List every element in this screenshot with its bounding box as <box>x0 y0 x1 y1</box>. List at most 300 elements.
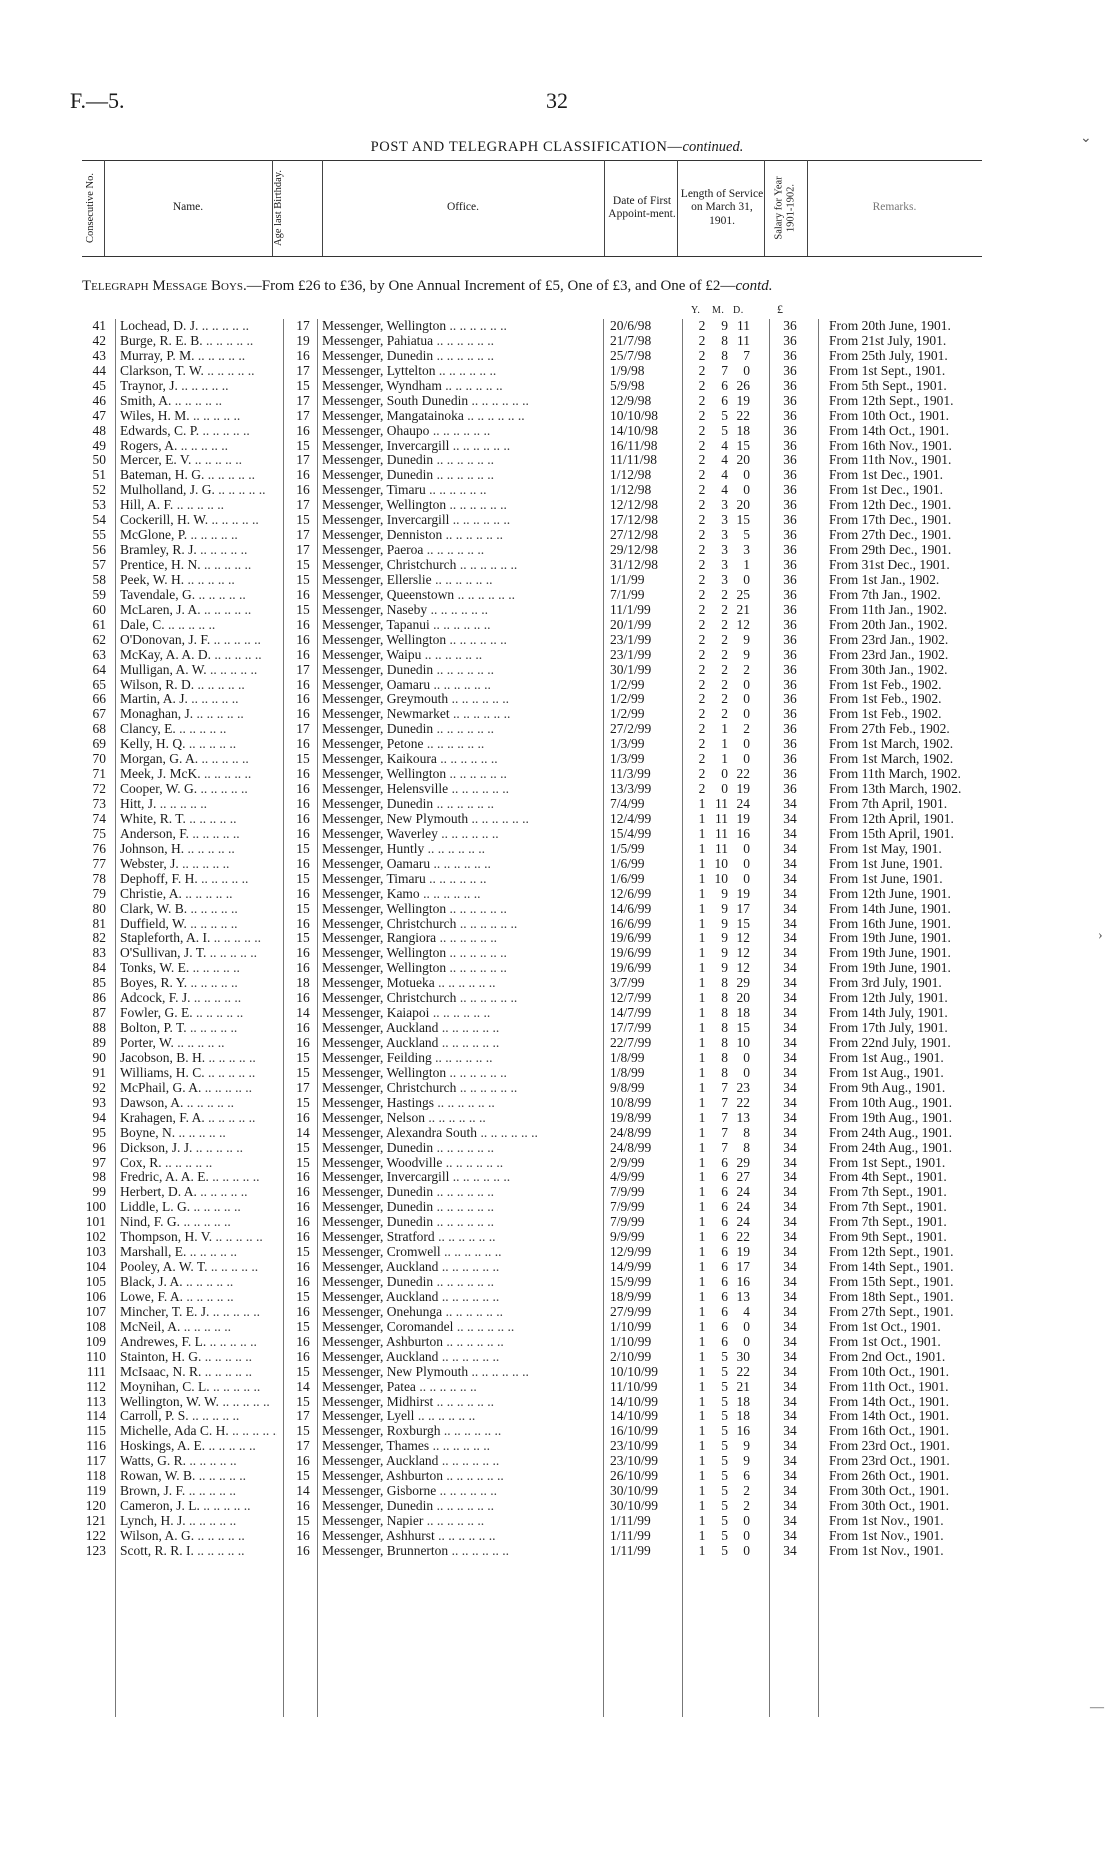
row-age: 16 <box>296 781 310 797</box>
row-number: 98 <box>92 1169 106 1185</box>
row-service-years: 2 <box>698 631 706 647</box>
row-remarks: From 27th Dec., 1901. <box>829 527 952 543</box>
row-office: Messenger, Dunedin .. . <box>322 1275 572 1290</box>
row-salary: 34 <box>783 1527 797 1543</box>
row-office: Messenger, Kaikoura .. . <box>322 752 572 767</box>
row-remarks: From 1st Feb., 1902. <box>829 676 942 692</box>
table-row <box>0 976 1114 991</box>
row-service-months: 2 <box>721 601 728 617</box>
row-service-months: 10 <box>714 870 728 886</box>
row-service-months: 6 <box>721 1214 728 1230</box>
row-age: 15 <box>296 1049 310 1065</box>
row-service-years: 2 <box>698 362 706 378</box>
row-service-months: 7 <box>721 362 728 378</box>
row-age: 15 <box>296 870 310 886</box>
row-service-months: 11 <box>715 825 728 841</box>
row-service-days: 15 <box>736 437 750 453</box>
row-office: Messenger, Wellington .. . <box>322 961 572 976</box>
row-remarks: From 1st Feb., 1902. <box>829 706 942 722</box>
row-service-years: 1 <box>698 1483 706 1499</box>
row-service-months: 5 <box>721 1453 728 1469</box>
row-service-months: 6 <box>721 1318 728 1334</box>
row-remarks: From 25th July, 1901. <box>829 347 948 363</box>
row-remarks: From 3rd July, 1901. <box>829 975 942 991</box>
row-service-days: 11 <box>737 332 750 348</box>
row-age: 16 <box>296 347 310 363</box>
row-age: 16 <box>296 691 310 707</box>
row-number: 75 <box>92 825 106 841</box>
row-service-months: 3 <box>721 512 728 528</box>
table-row <box>0 737 1114 752</box>
table-row <box>0 1529 1114 1544</box>
row-remarks: From 1st Dec., 1901. <box>829 482 943 498</box>
row-service-years: 2 <box>698 676 706 692</box>
row-salary: 34 <box>783 1005 797 1021</box>
row-salary: 36 <box>783 332 797 348</box>
row-service-days: 17 <box>736 1259 750 1275</box>
row-number: 47 <box>92 407 106 423</box>
table-row <box>0 767 1114 782</box>
row-service-years: 1 <box>698 1229 706 1245</box>
row-salary: 36 <box>783 721 797 737</box>
row-salary: 34 <box>783 1109 797 1125</box>
row-name: Clarkson, T. W. .. . <box>120 364 277 379</box>
row-number: 91 <box>92 1064 106 1080</box>
row-service-years: 1 <box>698 1020 706 1036</box>
row-service-years: 2 <box>698 557 706 572</box>
row-office: Messenger, Feilding .. . <box>322 1051 572 1066</box>
table-row <box>0 663 1114 678</box>
row-number: 79 <box>92 885 106 901</box>
row-remarks: From 7th Sept., 1901. <box>829 1214 947 1230</box>
table-row <box>0 379 1114 394</box>
row-salary: 36 <box>783 392 797 408</box>
row-salary: 34 <box>783 810 797 826</box>
row-service-years: 2 <box>698 571 706 587</box>
row-salary: 34 <box>783 960 797 976</box>
row-name: Stapleforth, A. I. .. . <box>120 931 277 946</box>
row-salary: 36 <box>783 467 797 483</box>
row-age: 16 <box>296 1259 310 1275</box>
row-number: 66 <box>92 691 106 707</box>
table-row <box>0 603 1114 618</box>
row-name: Porter, W. .. . <box>120 1036 277 1051</box>
row-number: 94 <box>92 1109 106 1125</box>
row-office: Messenger, New Plymouth .. . <box>322 1365 572 1380</box>
row-appointment-date: 25/7/98 <box>610 347 652 363</box>
row-service-months: 6 <box>721 1184 728 1200</box>
row-age: 16 <box>296 825 310 841</box>
row-service-years: 1 <box>698 1453 706 1469</box>
row-number: 88 <box>92 1020 106 1036</box>
row-service-days: 22 <box>736 1229 750 1245</box>
row-name: Edwards, C. P. .. . <box>120 424 277 439</box>
row-office: Messenger, Dunedin .. . <box>322 722 572 737</box>
row-age: 16 <box>296 1020 310 1036</box>
row-remarks: From 1st Sept., 1901. <box>829 1154 946 1170</box>
row-service-months: 2 <box>721 616 728 632</box>
row-remarks: From 10th Oct., 1901. <box>829 1363 949 1379</box>
row-age: 16 <box>296 1542 310 1558</box>
row-name: Black, J. A. .. . <box>120 1275 277 1290</box>
row-service-months: 7 <box>721 1079 728 1095</box>
row-age: 16 <box>296 1348 310 1364</box>
row-salary: 36 <box>783 631 797 647</box>
row-salary: 36 <box>783 362 797 378</box>
row-number: 53 <box>92 497 106 513</box>
row-office: Messenger, Dunedin .. . <box>322 663 572 678</box>
table-row <box>0 1170 1114 1185</box>
row-service-months: 6 <box>721 1229 728 1245</box>
row-service-years: 1 <box>698 1169 706 1185</box>
header-age: Age last Birthday. <box>273 170 285 247</box>
row-age: 17 <box>296 362 310 378</box>
row-service-months: 2 <box>721 676 728 692</box>
row-name: Dephoff, F. H. .. . <box>120 872 277 887</box>
row-name: Dickson, J. J. .. . <box>120 1141 277 1156</box>
row-age: 14 <box>296 1005 310 1021</box>
row-service-months: 2 <box>721 586 728 602</box>
row-number: 52 <box>92 482 106 498</box>
row-salary: 34 <box>783 1169 797 1185</box>
row-salary: 34 <box>783 1438 797 1454</box>
row-number: 59 <box>92 586 106 602</box>
row-number: 103 <box>85 1244 106 1260</box>
row-age: 14 <box>296 1124 310 1140</box>
row-service-days: 8 <box>743 1124 750 1140</box>
margin-mark: — <box>1090 1700 1104 1715</box>
row-service-days: 9 <box>743 1438 750 1454</box>
table-row <box>0 1335 1114 1350</box>
row-number: 81 <box>92 915 106 931</box>
table-row <box>0 692 1114 707</box>
row-name: Smith, A. .. . <box>120 394 277 409</box>
row-number: 105 <box>85 1274 106 1289</box>
row-office: Messenger, Wellington .. . <box>322 498 572 513</box>
row-service-years: 1 <box>698 870 706 886</box>
row-service-years: 2 <box>698 347 706 363</box>
table-row <box>0 812 1114 827</box>
row-age: 17 <box>296 1408 310 1424</box>
row-number: 63 <box>92 646 106 662</box>
row-service-days: 4 <box>743 1303 750 1319</box>
row-appointment-date: 1/5/99 <box>610 840 645 856</box>
margin-mark: ⌄ <box>1080 131 1092 146</box>
table-row <box>0 394 1114 409</box>
row-service-years: 1 <box>698 975 706 991</box>
row-remarks: From 12th July, 1901. <box>829 990 948 1006</box>
row-age: 17 <box>296 1438 310 1454</box>
table-row <box>0 468 1114 483</box>
row-number: 93 <box>92 1094 106 1110</box>
row-number: 102 <box>85 1229 106 1245</box>
row-salary: 34 <box>783 1229 797 1245</box>
table-row <box>0 678 1114 693</box>
row-service-months: 5 <box>721 1468 728 1484</box>
row-service-years: 2 <box>698 751 706 767</box>
row-service-days: 8 <box>743 1139 750 1155</box>
row-office: Messenger, Wyndham .. . <box>322 379 572 394</box>
row-service-years: 1 <box>698 1064 706 1080</box>
row-office: Messenger, Alexandra South .. . <box>322 1126 572 1141</box>
row-appointment-date: 7/4/99 <box>610 796 645 811</box>
row-remarks: From 17th Dec., 1901. <box>829 512 952 528</box>
row-number: 43 <box>92 347 106 363</box>
row-service-months: 6 <box>721 1303 728 1319</box>
row-service-years: 1 <box>698 1049 706 1065</box>
row-service-months: 3 <box>721 497 728 513</box>
table-row <box>0 857 1114 872</box>
row-name: Dale, C. .. . <box>120 618 277 633</box>
row-appointment-date: 2/9/99 <box>610 1154 645 1170</box>
row-name: Lochead, D. J. .. . <box>120 319 277 334</box>
row-service-days: 0 <box>743 870 750 886</box>
row-service-days: 18 <box>736 1408 750 1424</box>
row-service-days: 13 <box>736 1109 750 1125</box>
row-age: 17 <box>296 661 310 677</box>
row-service-years: 1 <box>698 1288 706 1304</box>
row-number: 118 <box>86 1468 106 1484</box>
row-salary: 34 <box>783 1303 797 1319</box>
row-office: Messenger, Denniston .. . <box>322 528 572 543</box>
row-appointment-date: 31/12/98 <box>610 557 659 572</box>
row-number: 114 <box>86 1408 106 1424</box>
table-row <box>0 797 1114 812</box>
header-divider <box>677 160 678 256</box>
row-salary: 34 <box>783 1363 797 1379</box>
row-name: Rowan, W. B. .. . <box>120 1469 277 1484</box>
row-appointment-date: 7/9/99 <box>610 1184 645 1200</box>
table-row <box>0 931 1114 946</box>
table-row <box>0 1424 1114 1439</box>
row-service-days: 0 <box>743 1064 750 1080</box>
row-age: 16 <box>296 1274 310 1289</box>
row-service-years: 2 <box>698 332 706 348</box>
row-service-years: 2 <box>698 616 706 632</box>
row-appointment-date: 12/4/99 <box>610 810 652 826</box>
row-office: Messenger, Wellington .. . <box>322 946 572 961</box>
row-salary: 36 <box>783 318 797 333</box>
row-service-years: 1 <box>698 810 706 826</box>
row-office: Messenger, Christchurch .. . <box>322 917 572 932</box>
row-salary: 34 <box>783 825 797 841</box>
table-row <box>0 528 1114 543</box>
row-remarks: From 16th Nov., 1901. <box>829 437 952 453</box>
row-remarks: From 29th Dec., 1901. <box>829 542 952 558</box>
row-service-months: 8 <box>721 1005 728 1021</box>
row-office: Messenger, Auckland .. . <box>322 1260 572 1275</box>
row-age: 15 <box>296 512 310 528</box>
row-age: 16 <box>296 736 310 752</box>
row-number: 120 <box>85 1498 106 1514</box>
row-name: Traynor, J. .. . <box>120 379 277 394</box>
row-remarks: From 1st June, 1901. <box>829 855 943 871</box>
row-service-years: 1 <box>698 1348 706 1364</box>
row-salary: 34 <box>783 1408 797 1424</box>
row-salary: 36 <box>783 601 797 617</box>
row-office: Messenger, Coromandel .. . <box>322 1320 572 1335</box>
row-remarks: From 23rd Jan., 1902. <box>829 631 949 647</box>
row-number: 70 <box>92 751 106 767</box>
row-service-days: 0 <box>743 736 750 752</box>
row-salary: 34 <box>783 1513 797 1528</box>
row-service-days: 7 <box>743 347 750 363</box>
table-row <box>0 633 1114 648</box>
row-name: Moynihan, C. L. .. . <box>120 1380 277 1395</box>
row-number: 107 <box>85 1303 106 1319</box>
row-salary: 34 <box>783 1035 797 1050</box>
row-remarks: From 1st Nov., 1901. <box>829 1513 944 1528</box>
row-appointment-date: 20/1/99 <box>610 616 652 632</box>
row-service-years: 1 <box>698 1199 706 1215</box>
row-service-days: 0 <box>743 1527 750 1543</box>
row-office: Messenger, Wellington .. . <box>322 767 572 782</box>
row-number: 73 <box>92 796 106 811</box>
row-salary: 34 <box>783 930 797 946</box>
row-remarks: From 1st March, 1902. <box>829 736 954 752</box>
row-remarks: From 1st Nov., 1901. <box>829 1527 944 1543</box>
row-appointment-date: 14/10/98 <box>610 422 659 438</box>
row-service-years: 1 <box>698 1154 706 1170</box>
row-service-years: 1 <box>698 900 706 916</box>
row-service-years: 1 <box>698 990 706 1006</box>
row-service-years: 2 <box>698 646 706 662</box>
row-salary: 34 <box>783 840 797 856</box>
row-number: 96 <box>92 1139 106 1155</box>
row-office: Messenger, Dunedin .. . <box>322 1141 572 1156</box>
row-office: Messenger, Huntly .. . <box>322 842 572 857</box>
row-office: Messenger, Ashburton .. . <box>322 1469 572 1484</box>
row-remarks: From 1st Nov., 1901. <box>829 1542 944 1558</box>
row-number: 54 <box>92 512 106 528</box>
row-service-months: 5 <box>721 1513 728 1528</box>
row-name: Fredric, A. A. E. .. . <box>120 1170 277 1185</box>
row-service-years: 1 <box>698 855 706 871</box>
row-number: 74 <box>92 810 106 826</box>
row-salary: 34 <box>783 885 797 901</box>
row-age: 15 <box>296 1288 310 1304</box>
table-row <box>0 588 1114 603</box>
row-appointment-date: 7/9/99 <box>610 1214 645 1230</box>
table-row <box>0 1290 1114 1305</box>
row-appointment-date: 1/12/98 <box>610 467 652 483</box>
row-office: Messenger, Dunedin .. . <box>322 1200 572 1215</box>
row-appointment-date: 12/6/99 <box>610 885 652 901</box>
row-appointment-date: 1/8/99 <box>610 1064 645 1080</box>
table-row <box>0 1111 1114 1126</box>
row-salary: 36 <box>783 482 797 498</box>
row-appointment-date: 1/6/99 <box>610 855 645 871</box>
row-remarks: From 19th Aug., 1901. <box>829 1109 953 1125</box>
row-service-years: 1 <box>698 1333 706 1349</box>
row-salary: 34 <box>783 1259 797 1275</box>
row-remarks: From 2nd Oct., 1901. <box>829 1348 946 1364</box>
row-service-months: 2 <box>721 691 728 707</box>
row-age: 16 <box>296 855 310 871</box>
table-row <box>0 1544 1114 1559</box>
table-row <box>0 319 1114 334</box>
row-number: 62 <box>92 631 106 647</box>
table-row <box>0 453 1114 468</box>
row-service-months: 4 <box>721 437 728 453</box>
row-remarks: From 27th Sept., 1901. <box>829 1303 954 1319</box>
unit-pound: £ <box>777 302 784 316</box>
row-name: Stainton, H. G. .. . <box>120 1350 277 1365</box>
row-remarks: From 14th June, 1901. <box>829 900 951 916</box>
row-age: 15 <box>296 377 310 393</box>
row-remarks: From 11th Oct., 1901. <box>829 1378 949 1394</box>
row-service-months: 8 <box>721 1020 728 1036</box>
row-remarks: From 13th March, 1902. <box>829 781 962 797</box>
row-service-years: 2 <box>698 467 706 483</box>
row-number: 89 <box>92 1035 106 1050</box>
row-name: Bolton, P. T. .. . <box>120 1021 277 1036</box>
row-service-years: 2 <box>698 392 706 408</box>
row-service-years: 1 <box>698 960 706 976</box>
row-office: Messenger, Brunnerton .. . <box>322 1544 572 1559</box>
row-name: Marshall, E. .. . <box>120 1245 277 1260</box>
row-salary: 34 <box>783 1020 797 1036</box>
row-age: 15 <box>296 1154 310 1170</box>
row-salary: 36 <box>783 661 797 677</box>
row-service-months: 6 <box>721 1244 728 1260</box>
row-appointment-date: 1/2/99 <box>610 676 645 692</box>
row-age: 17 <box>296 497 310 513</box>
table-row <box>0 1395 1114 1410</box>
row-appointment-date: 1/1/99 <box>610 571 645 587</box>
row-office: Messenger, Dunedin .. . <box>322 1185 572 1200</box>
row-name: Hill, A. F. .. . <box>120 498 277 513</box>
row-name: Mercer, E. V. .. . <box>120 453 277 468</box>
row-name: Clark, W. B. .. . <box>120 902 277 917</box>
row-service-days: 0 <box>743 840 750 856</box>
row-age: 15 <box>296 437 310 453</box>
row-number: 110 <box>86 1348 106 1364</box>
row-number: 112 <box>86 1378 106 1394</box>
row-remarks: From 12th Sept., 1901. <box>829 1244 954 1260</box>
row-service-days: 12 <box>736 616 750 632</box>
row-remarks: From 31st Dec., 1901. <box>829 557 950 572</box>
row-age: 17 <box>296 407 310 423</box>
row-service-years: 1 <box>698 1094 706 1110</box>
row-service-years: 1 <box>698 1393 706 1409</box>
row-salary: 34 <box>783 1423 797 1439</box>
row-number: 78 <box>92 870 106 886</box>
row-service-years: 2 <box>698 586 706 602</box>
row-service-months: 7 <box>721 1109 728 1125</box>
table-row <box>0 1439 1114 1454</box>
column-header <box>82 160 982 256</box>
row-service-months: 9 <box>721 960 728 976</box>
row-salary: 34 <box>783 1468 797 1484</box>
row-appointment-date: 9/8/99 <box>610 1079 645 1095</box>
row-appointment-date: 1/8/99 <box>610 1049 645 1065</box>
row-service-years: 2 <box>698 318 706 333</box>
row-number: 82 <box>92 930 106 946</box>
row-age: 16 <box>296 1333 310 1349</box>
table-row <box>0 1305 1114 1320</box>
table-row <box>0 991 1114 1006</box>
row-age: 17 <box>296 452 310 468</box>
row-service-months: 5 <box>721 422 728 438</box>
row-service-days: 22 <box>736 1094 750 1110</box>
row-remarks: From 14th Oct., 1901. <box>829 422 949 438</box>
row-salary: 34 <box>783 1064 797 1080</box>
row-appointment-date: 10/10/99 <box>610 1363 659 1379</box>
row-appointment-date: 14/7/99 <box>610 1005 652 1021</box>
row-service-years: 1 <box>698 1527 706 1543</box>
table-row <box>0 782 1114 797</box>
